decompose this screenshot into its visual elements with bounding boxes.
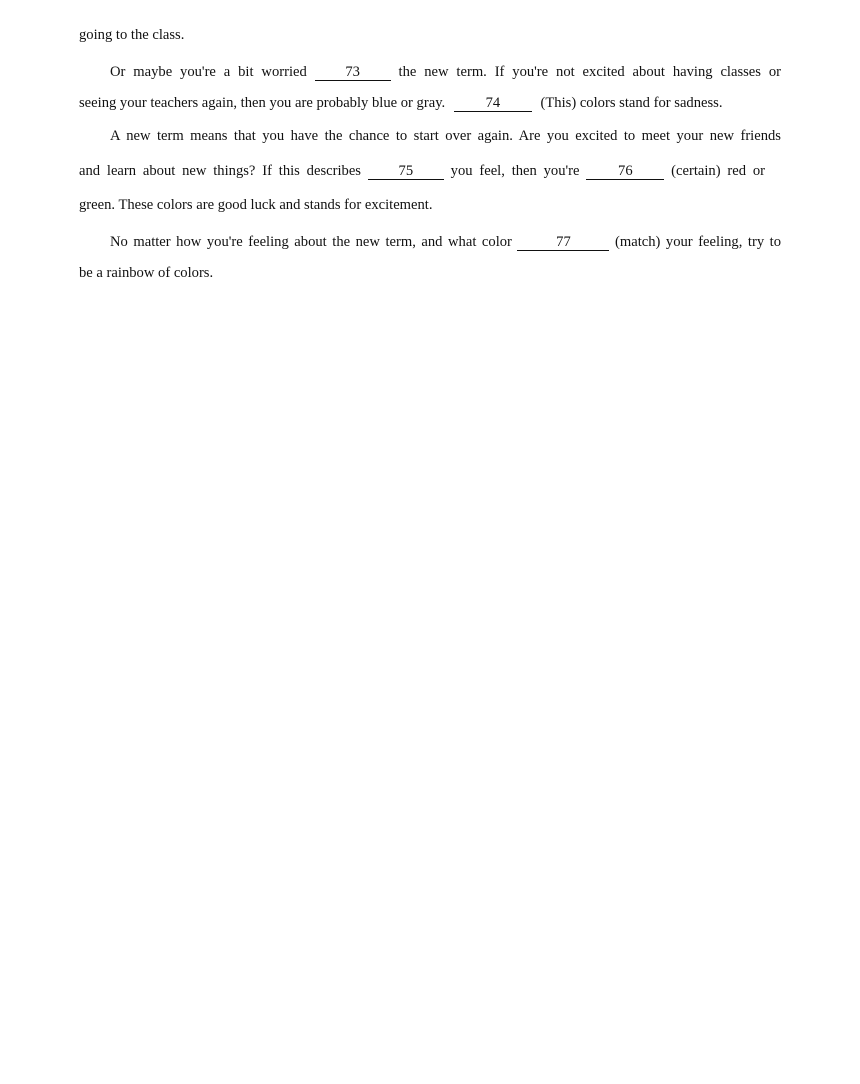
line-text: No matter how you're feeling about the new term, and what color (110, 234, 512, 250)
blank-number: 74 (485, 95, 501, 111)
blank-number: 77 (556, 234, 571, 250)
paragraph-line (79, 161, 765, 181)
line-text: (match) your feeling, try to (615, 234, 782, 250)
paragraph-line (79, 263, 781, 283)
line-text: (certain) red or (671, 163, 766, 179)
line-text: green. These colors are good luck and stands for excitement. (79, 197, 433, 213)
line-text: and learn about new things? If this describes (79, 163, 361, 179)
answer-blank-75[interactable] (368, 164, 444, 180)
line-text: seeing your teachers again, then you are probably blue or gray. (79, 95, 446, 111)
blank-number: 73 (345, 64, 360, 80)
line-text: A new term means that you have the chance to start over again. Are you excited to meet your new friends (110, 128, 781, 144)
answer-blank-76[interactable] (586, 164, 664, 180)
answer-blank-77[interactable] (517, 235, 609, 251)
line-text: be a rainbow of colors. (79, 265, 214, 281)
line-text: you feel, then you're (450, 163, 580, 179)
blank-number: 76 (618, 163, 633, 179)
paragraph-line (79, 232, 781, 252)
answer-blank-73[interactable] (315, 65, 391, 81)
text-line (79, 25, 781, 45)
line-text: going to the class. (79, 27, 185, 43)
paragraph-line (79, 93, 781, 113)
blank-number: 75 (398, 163, 414, 179)
paragraph-line (79, 195, 781, 215)
paragraph-line (79, 126, 781, 146)
line-text: (This) colors stand for sadness. (540, 95, 723, 111)
line-text: the new term. If you're not excited about having classes or (398, 64, 781, 80)
paragraph-line (79, 62, 781, 82)
line-text: Or maybe you're a bit worried (110, 64, 307, 80)
answer-blank-74[interactable] (454, 96, 532, 112)
